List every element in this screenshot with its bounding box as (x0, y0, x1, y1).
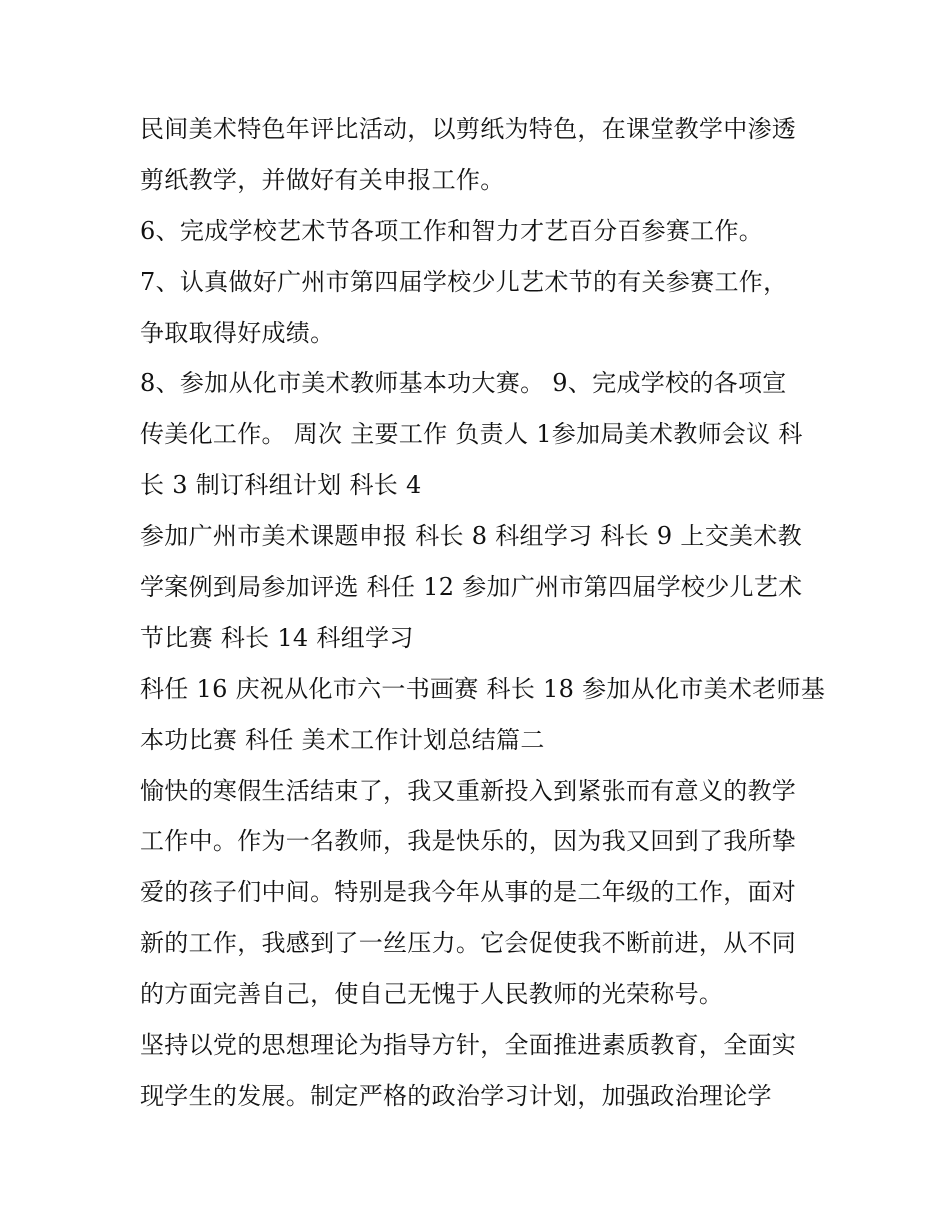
text-line: 坚持以党的思想理论为指导方针，全面推进素质教育，全面实 (140, 1031, 797, 1060)
text-line: 参加广州市美术课题申报 科长 8 科组学习 科长 9 上交美术教 (140, 522, 802, 551)
text-line: 剪纸教学，并做好有关申报工作。 (140, 165, 505, 194)
text-line: 争取取得好成绩。 (140, 318, 335, 347)
text-line: 长 3 制订科组计划 科长 4 (140, 471, 422, 500)
text-line: 愉快的寒假生活结束了，我又重新投入到紧张而有意义的教学 (140, 776, 797, 805)
document-body (140, 104, 830, 1122)
text-line: 传美化工作。 周次 主要工作 负责人 1参加局美术教师会议 科 (140, 420, 803, 449)
text-line: 的方面完善自己，使自己无愧于人民教师的光荣称号。 (140, 980, 724, 1009)
text-line: 学案例到局参加评选 科任 12 参加广州市第四届学校少儿艺术 (140, 573, 803, 602)
text-line: 工作中。作为一名教师，我是快乐的，因为我又回到了我所挚 (140, 827, 797, 856)
text-line: 6、完成学校艺术节各项工作和智力才艺百分百参赛工作。 (140, 216, 764, 245)
text-line: 爱的孩子们中间。特别是我今年从事的是二年级的工作，面对 (140, 878, 797, 907)
text-line: 民间美术特色年评比活动，以剪纸为特色，在课堂教学中渗透 (140, 115, 797, 143)
text-line: 新的工作，我感到了一丝压力。它会促使我不断前进，从不同 (140, 929, 797, 958)
text-line: 本功比赛 科任 美术工作计划总结篇二 (140, 725, 545, 754)
text-line: 8、参加从化市美术教师基本功大赛。 9、完成学校的各项宣 (140, 369, 787, 398)
text-line: 节比赛 科长 14 科组学习 (140, 623, 414, 652)
text-line: 7、认真做好广州市第四届学校少儿艺术节的有关参赛工作， (140, 267, 788, 296)
text-line: 现学生的发展。制定严格的政治学习计划，加强政治理论学 (140, 1081, 772, 1110)
text-line: 科任 16 庆祝从化市六一书画赛 科长 18 参加从化市美术老师基 (140, 674, 826, 703)
